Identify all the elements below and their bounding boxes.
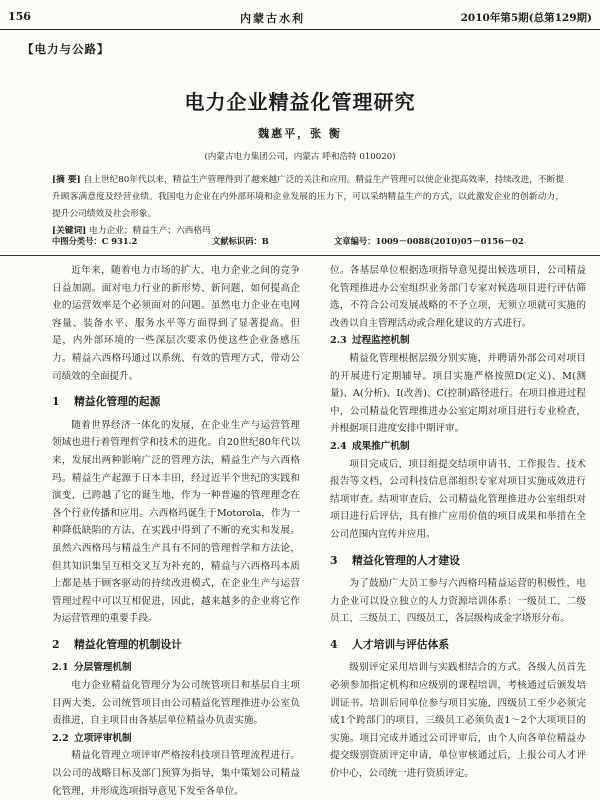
abstract-label: [摘 要] <box>52 175 81 185</box>
section-2-2-number: 2.2 <box>52 732 69 744</box>
right-column <box>330 262 586 780</box>
author-affiliation: (内蒙古电力集团公司，内蒙古 呼和浩特 010020) <box>204 152 396 162</box>
page-number: 156 <box>8 10 31 23</box>
section-1-heading <box>52 393 300 411</box>
section-2-heading <box>52 636 300 654</box>
section-2-3-number: 2.3 <box>330 335 347 347</box>
section-2-3-paragraph: 精益化管理根据层级分别实施，并聘请外部公司对项目的开展进行定期辅导。项目实施严格按照D(定义)、M(测量)、A(分析)、I(改善)、C(控制)路径进行。在项目推进过程中，公司精益化管理推进办公室定期对项目进行专业检查，并根据项目进度安排中期评审。 <box>330 352 586 435</box>
section-4-heading <box>330 636 586 654</box>
issue-info: 2010年第5期(总第129期) <box>460 12 592 24</box>
section-2-1-paragraph: 电力企业精益化管理分为公司统管项目和基层自主项目两大类，公司统管项目由公司精益化管理推进办公室负责推进，自主项目由各基层单位精益办负责实施。 <box>52 680 300 727</box>
section-2-number: 2 <box>52 637 60 651</box>
section-3-number: 3 <box>330 553 338 567</box>
section-2-1-title: 分层管理机制 <box>74 662 132 674</box>
section-2-3-heading <box>330 332 586 350</box>
keywords-label: [关键词] <box>52 226 87 236</box>
section-4-title: 人才培训与评估体系 <box>352 637 450 651</box>
section-2-4-number: 2.4 <box>330 440 347 452</box>
section-2-1-number: 2.1 <box>52 662 69 674</box>
article-number: 文章编号：1009－0088(2010)05－0156－02 <box>334 236 524 246</box>
left-column <box>52 262 300 797</box>
keywords-text: 电力企业；精益生产；六西格玛 <box>89 226 211 236</box>
section-3-paragraph: 为了鼓励广大员工参与六西格玛精益运营的积极性，电力企业可以设立独立的人力资源培训体系：一级员工、二级员工、三级员工、四级员工，各层级构成金字塔形分布。 <box>330 578 586 625</box>
section-2-2-heading <box>52 730 300 748</box>
section-2-title: 精益化管理的机制设计 <box>74 637 182 651</box>
abstract-block <box>52 172 564 240</box>
body-divider <box>0 255 600 256</box>
section-1-title: 精益化管理的起源 <box>74 395 161 409</box>
section-4-number: 4 <box>330 637 338 651</box>
running-header <box>8 10 592 28</box>
section-1-paragraph: 随着世界经济一体化的发展，在企业生产与运营管理领域也进行着管理哲学和技术的进化。自20世纪80年代以来，发展出两种影响广泛的管理方法，精益生产与六西格玛。精益生产起源于日本丰田，经过近半个世纪的实践和演变，已跨越了它的诞生地，作为一种普遍的管理理念在各个行业传播和应用。六西格玛诞生于Motorola，作为一种降低缺陷的方法，在实践中得到了不断的充实和发展。虽然六西格玛与精益生产具有不同的管理哲学和方法论，但其知识集呈互相交叉互为补充的，精益与六西格玛本质上都是基于顾客驱动的持续改进模式，在企业生产与运营管理过程中可以互相促进，因此，越来越多的企业将它作为运营管理的重要手段。 <box>52 419 300 625</box>
section-2-3-title: 过程监控机制 <box>352 335 410 347</box>
section-3-heading <box>330 552 586 570</box>
abstract <box>52 172 564 223</box>
section-2-4-title: 成果推广机制 <box>352 440 410 452</box>
continued-paragraph: 位。各基层单位根据选项指导意见提出候选项目，公司精益化管理推进办公室组织业务部门专家对候选项目进行评估筛选，不符合公司发展战略的不予立项，无须立项就可实施的改善以自主管理活动或合理化建议的方式进行。 <box>330 265 586 329</box>
document-code: 文献标识码：B <box>212 236 269 246</box>
article-authors: 魏惠平，张 衡 <box>258 127 342 140</box>
column-tag: 【电力与公路】 <box>22 42 110 56</box>
article-title: 电力企业精益化管理研究 <box>184 90 416 114</box>
section-2-4-heading <box>330 438 586 456</box>
section-2-2-paragraph: 精益化管理立项评审严格按科技项目管理流程进行。以公司的战略目标及部门预算为指导，集中策划公司精益化管理，并形成选项指导意见下发至各单位。 <box>52 750 300 797</box>
journal-name: 内蒙古水利 <box>240 12 305 25</box>
section-4-paragraph: 级别评定采用培训与实践相结合的方式。各级人员首先必须参加指定机构和应级别的课程培训，考核通过后颁发培训证书。培训后同单位参与项目实施，四级员工至少必须完成1个跨部门的项目，三级员工必须负责1～2个大项项目的实施。项目完成并通过公司评审后，由个人向各单位精益办提交级别资质评定申请，单位审核通过后，上报公司人才评价中心，公司统一进行资质评定。 <box>330 662 586 780</box>
section-3-title: 精益化管理的人才建设 <box>352 553 460 567</box>
section-1-number: 1 <box>52 395 60 409</box>
clc-number: 中图分类号：C 931.2 <box>52 236 138 246</box>
abstract-text: 自上世纪80年代以来，精益生产管理得到了越来越广泛的关注和应用。精益生产管理可以使企业提高效率，持续改进，不断提升顾客满意度及经营业绩。我国电力企业在内外部环境和企业发展的压力下，可以采纳精益生产的方式，以此激发企业的创新动力，提升公司绩效及社会形象。 <box>52 175 565 219</box>
section-2-1-heading <box>52 659 300 677</box>
section-2-2-title: 立项评审机制 <box>74 732 132 744</box>
header-rule <box>0 29 600 30</box>
intro-paragraph: 近年来，随着电力市场的扩大、电力企业之间的竞争日益加剧。面对电力行业的新形势、新问题，如何提高企业的运营效率是个必须面对的问题。虽然电力企业在电网容量、装备水平、服务水平等方面得到了显著提高。但是，内外部环境的一些深层次要求仍使这些企业备感压力。精益六西格玛通过以系统、有效的管理方式，带动公司绩效的全面提升。 <box>52 265 300 382</box>
section-2-4-paragraph: 项目完成后，项目组提交结项申请书、工作报告、技术报告等文档，公司科技信息部组织专家对项目实施成效进行结项审查。结项审查后，公司精益化管理推进办公室组织对项目进行后评估，具有推广应用价值的项目成果和举措在全公司范围内宣传并应用。 <box>330 458 586 540</box>
